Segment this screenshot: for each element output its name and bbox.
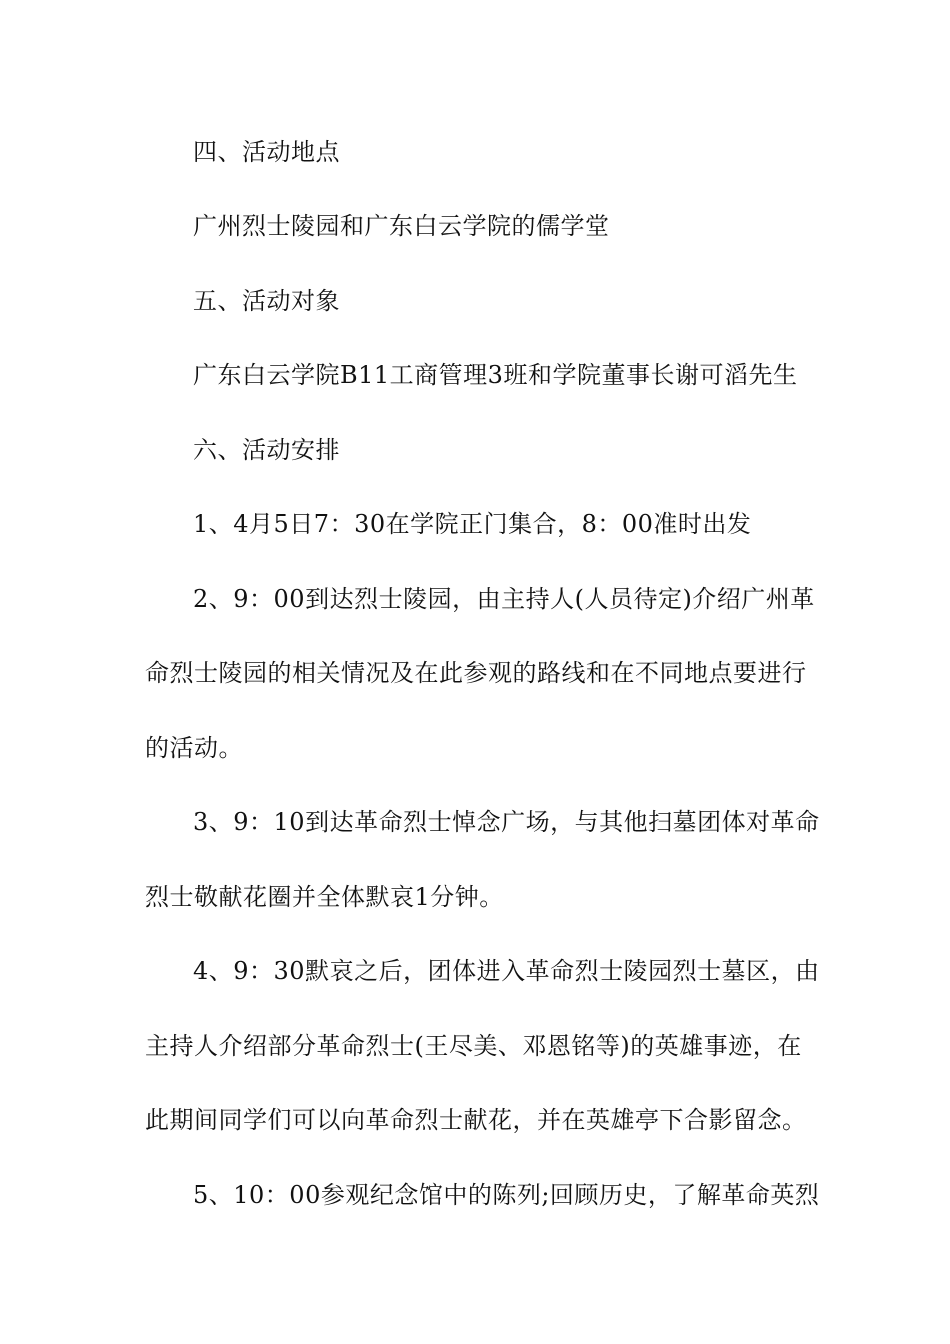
schedule-item-4-line-3: 此期间同学们可以向革命烈士献花，并在英雄亭下合影留念。	[145, 1106, 807, 1134]
section-heading-location: 四、活动地点	[193, 138, 340, 166]
schedule-item-2-line-3: 的活动。	[145, 734, 243, 762]
schedule-item-4-line-2: 主持人介绍部分革命烈士(王尽美、邓恩铭等)的英雄事迹，在	[145, 1032, 802, 1060]
section-heading-participants: 五、活动对象	[193, 287, 340, 315]
schedule-item-3-line-1: 3、9：10到达革命烈士悼念广场，与其他扫墓团体对革命	[193, 808, 820, 836]
section-heading-schedule: 六、活动安排	[193, 436, 340, 464]
schedule-item-1: 1、4月5日7：30在学院正门集合，8：00准时出发	[193, 510, 752, 538]
location-text: 广州烈士陵园和广东白云学院的儒学堂	[193, 212, 610, 240]
schedule-item-3-line-2: 烈士敬献花圈并全体默哀1分钟。	[145, 883, 504, 911]
participants-text: 广东白云学院B11工商管理3班和学院董事长谢可滔先生	[193, 361, 798, 389]
schedule-item-2-line-2: 命烈士陵园的相关情况及在此参观的路线和在不同地点要进行	[145, 659, 807, 687]
schedule-item-4-line-1: 4、9：30默哀之后，团体进入革命烈士陵园烈士墓区，由	[193, 957, 820, 985]
schedule-item-2-line-1: 2、9：00到达烈士陵园，由主持人(人员待定)介绍广州革	[193, 585, 815, 613]
schedule-item-5-line-1: 5、10：00参观纪念馆中的陈列;回顾历史，了解革命英烈	[193, 1181, 820, 1209]
